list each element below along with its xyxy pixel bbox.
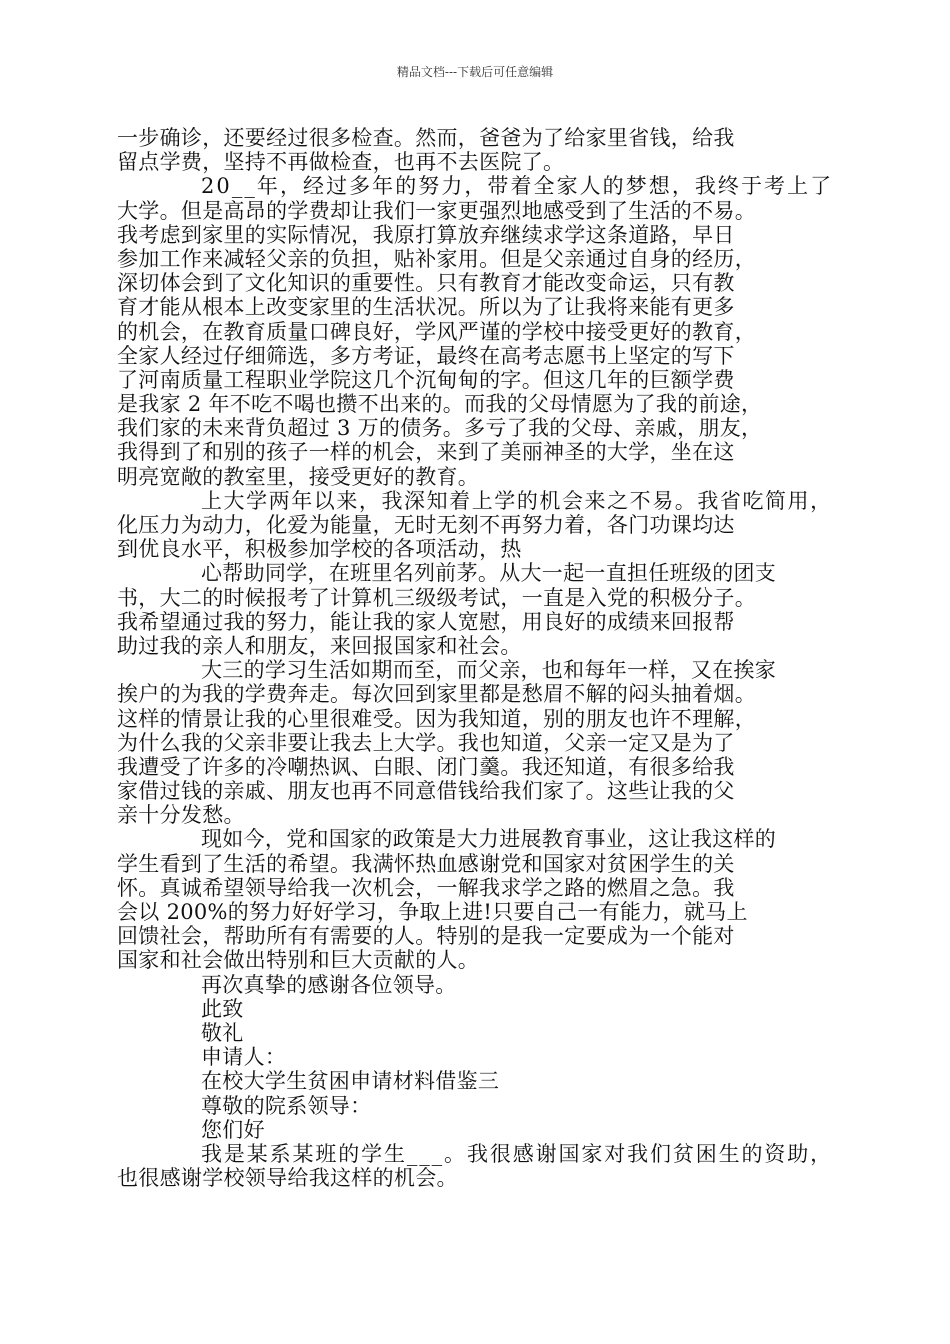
text-line: 回馈社会，帮助所有有需要的人。特别的是我一定要成为一个能对 (117, 924, 735, 949)
text-line: 我遭受了许多的冷嘲热讽、白眼、闭门羹。我还知道，有很多给我 (117, 754, 735, 779)
text-line: 学生看到了生活的希望。我满怀热血感谢党和国家对贫困学生的关 (117, 851, 735, 876)
text-line: 怀。真诚希望领导给我一次机会，一解我求学之路的燃眉之急。我 (117, 875, 735, 900)
text-line: 参加工作来减轻父亲的负担，贴补家用。但是父亲通过自身的经历， (117, 246, 756, 271)
text-line: 敬礼 (201, 1020, 244, 1045)
document-body (117, 126, 834, 1191)
text-line: 家借过钱的亲戚、朋友也再不同意借钱给我们家了。这些让我的父 (117, 779, 735, 804)
text-line: 上大学两年以来，我深知着上学的机会来之不易。我省吃简用， (201, 488, 833, 513)
text-line: 现如今，党和国家的政策是大力进展教育事业，这让我这样的 (201, 827, 777, 852)
text-line: 我得到了和别的孩子一样的机会，来到了美丽神圣的大学，坐在这 (117, 440, 735, 465)
text-line: 再次真挚的感谢各位领导。 (201, 972, 457, 997)
text-line: 在校大学生贫困申请材料借鉴三 (201, 1069, 500, 1094)
text-line: 20__年，经过多年的努力，带着全家人的梦想，我终于考上了 (201, 174, 834, 199)
text-line: 了河南质量工程职业学院这几个沉甸甸的字。但这几年的巨额学费 (117, 367, 735, 392)
text-line: 留点学费，坚持不再做检查，也再不去医院了。 (117, 150, 565, 175)
text-line: 国家和社会做出特别和巨大贡献的人。 (117, 948, 480, 973)
text-line: 我希望通过我的努力，能让我的家人宽慰，用良好的成绩来回报帮 (117, 609, 735, 634)
text-line: 尊敬的院系领导： (201, 1093, 372, 1118)
text-line: 全家人经过仔细筛选，多方考证，最终在高考志愿书上坚定的写下 (117, 343, 735, 368)
text-line: 大学。但是高昂的学费却让我们一家更强烈地感受到了生活的不易。 (117, 198, 756, 223)
text-line: 助过我的亲人和朋友，来回报国家和社会。 (117, 633, 522, 658)
text-line: 到优良水平，积极参加学校的各项活动，热 (117, 537, 522, 562)
text-line: 申请人： (201, 1045, 287, 1070)
text-line: 心帮助同学，在班里名列前茅。从大一起一直担任班级的团支 (201, 561, 777, 586)
text-line: 是我家 2 年不吃不喝也攒不出来的。而我的父母情愿为了我的前途， (117, 392, 763, 417)
text-line: 我是某系某班的学生___。我很感谢国家对我们贫困生的资助， (201, 1141, 834, 1166)
page-header: 精品文档---下载后可任意编辑 (396, 65, 554, 79)
text-line: 亲十分发愁。 (117, 803, 245, 828)
text-line: 书，大二的时候报考了计算机三级级考试，一直是入党的积极分子。 (117, 585, 756, 610)
text-line: 此致 (201, 996, 244, 1021)
text-line: 会以 200%的努力好好学习，争取上进!只要自己一有能力，就马上 (117, 900, 748, 924)
text-line: 化压力为动力，化爱为能量，无时无刻不再努力着，各门功课均达 (117, 513, 735, 537)
text-line: 一步确诊，还要经过很多检查。然而，爸爸为了给家里省钱，给我 (117, 126, 735, 150)
text-line: 这样的情景让我的心里很难受。因为我知道，别的朋友也许不理解， (117, 706, 756, 731)
text-line: 我考虑到家里的实际情况，我原打算放弃继续求学这条道路，早日 (117, 222, 735, 247)
text-line: 深切体会到了文化知识的重要性。只有教育才能改变命运，只有教 (117, 271, 735, 296)
text-line: 我们家的未来背负超过 3 万的债务。多亏了我的父母、亲戚，朋友， (117, 416, 763, 441)
text-line: 为什么我的父亲非要让我去上大学。我也知道，父亲一定又是为了 (117, 730, 735, 755)
text-line: 也很感谢学校领导给我这样的机会。 (117, 1166, 458, 1191)
text-line: 大三的学习生活如期而至，而父亲，也和每年一样，又在挨家 (201, 658, 777, 683)
text-line: 育才能从根本上改变家里的生活状况。所以为了让我将来能有更多 (117, 295, 735, 320)
text-line: 明亮宽敞的教室里，接受更好的教育。 (117, 464, 480, 489)
text-line: 挨户的为我的学费奔走。每次回到家里都是愁眉不解的闷头抽着烟。 (117, 682, 756, 707)
text-line: 您们好 (201, 1117, 265, 1142)
text-line: 的机会，在教育质量口碑良好，学风严谨的学校中接受更好的教育， (117, 319, 756, 344)
